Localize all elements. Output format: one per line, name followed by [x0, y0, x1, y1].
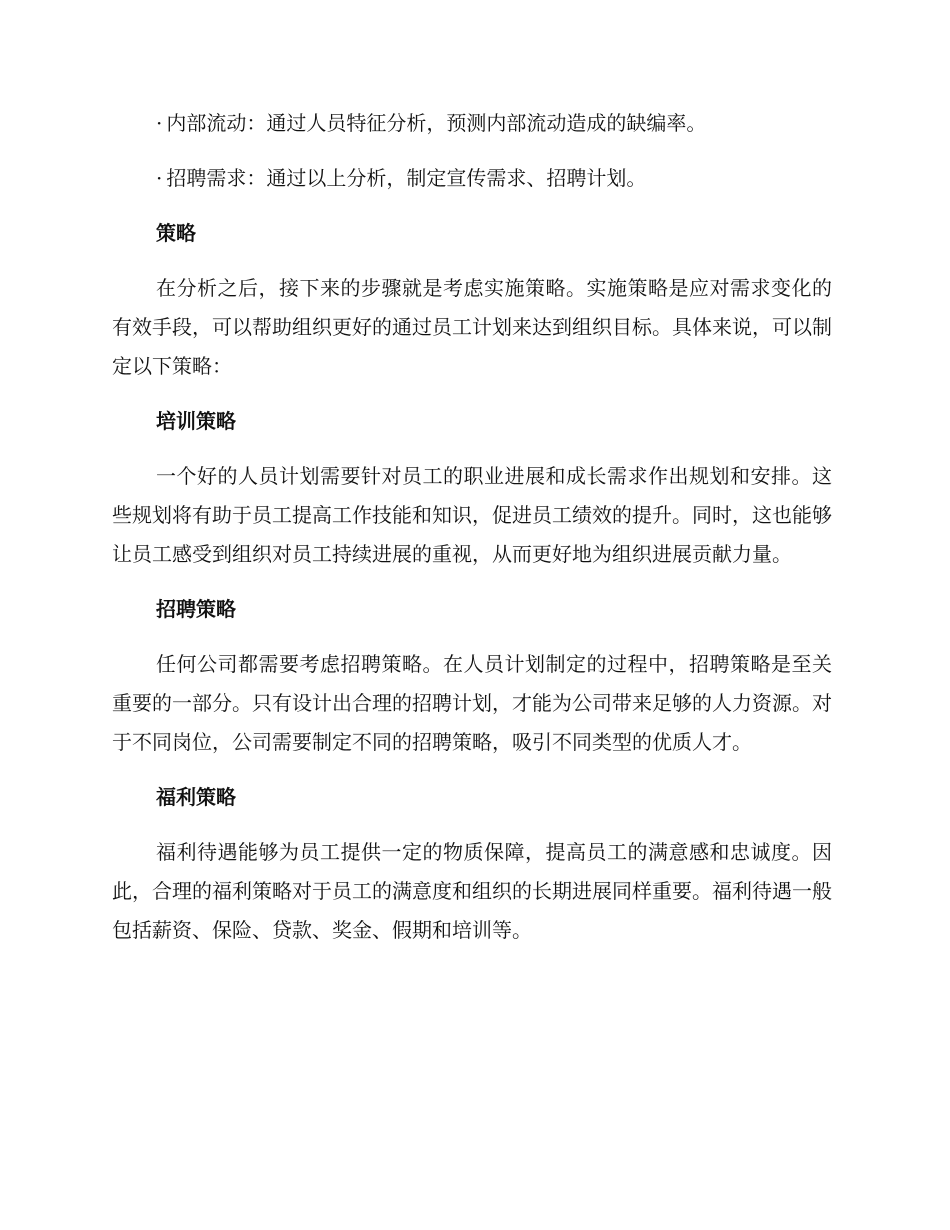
- bullet-text: 内部流动：通过人员特征分析，预测内部流动造成的缺编率。: [166, 111, 707, 135]
- section-heading-welfare: 福利策略: [156, 785, 236, 809]
- section-paragraph-strategy: 在分析之后，接下来的步骤就是考虑实施策略。实施策略是应对需求变化的有效手段，可以帮助组织更好的通过员工计划来达到组织目标。具体来说，可以制定以下策略：: [112, 276, 832, 378]
- section-paragraph-welfare: 福利待遇能够为员工提供一定的物质保障，提高员工的满意感和忠诚度。因此，合理的福利策略对于员工的满意度和组织的长期进展同样重要。福利待遇一般包括薪资、保险、贷款、奖金、假期和培训等。: [112, 840, 832, 942]
- section-heading-training: 培训策略: [156, 409, 236, 433]
- bullet-text: 招聘需求：通过以上分析，制定宣传需求、招聘计划。: [166, 166, 647, 190]
- section-heading-recruitment: 招聘策略: [156, 597, 236, 621]
- section-paragraph-recruitment: 任何公司都需要考虑招聘策略。在人员计划制定的过程中，招聘策略是至关重要的一部分。只有设计出合理的招聘计划，才能为公司带来足够的人力资源。对于不同岗位，公司需要制定不同的招聘策略，吸引不同类型的优质人才。: [112, 652, 832, 754]
- bullet-symbol: ·: [156, 111, 163, 135]
- bullet-item-internal-flow: [112, 104, 832, 143]
- bullet-symbol: ·: [156, 166, 163, 190]
- section-paragraph-training: 一个好的人员计划需要针对员工的职业进展和成长需求作出规划和安排。这些规划将有助于员工提高工作技能和知识，促进员工绩效的提升。同时，这也能够让员工感受到组织对员工持续进展的重视，从而更好地为组织进展贡献力量。: [112, 464, 832, 566]
- section-heading-strategy: 策略: [156, 221, 196, 245]
- bullet-item-recruit-demand: [112, 159, 832, 198]
- document-body: [112, 104, 832, 966]
